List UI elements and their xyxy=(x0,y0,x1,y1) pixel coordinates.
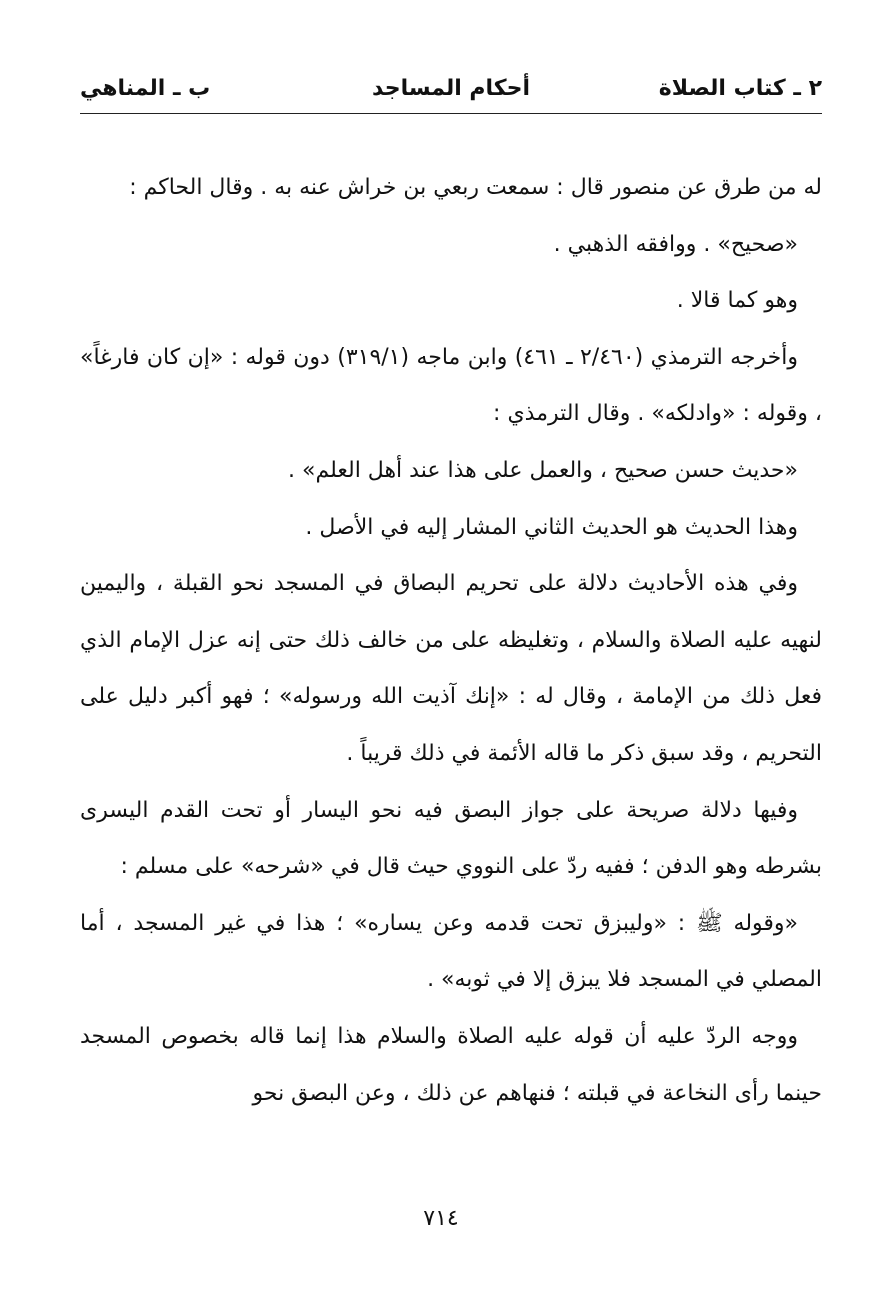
paragraph-10: ووجه الردّ عليه أن قوله عليه الصلاة والسلام هذا إنما قاله بخصوص المسجد حينما رأى النخاعة في قبلته ؛ فنهاهم عن ذلك ، وعن البصق نحو xyxy=(80,1023,822,1106)
header-subsection: ب ـ المناهي xyxy=(80,76,211,101)
paragraph-5: «حديث حسن صحيح ، والعمل على هذا عند أهل العلم» . xyxy=(288,457,798,483)
paragraph-8: وفيها دلالة صريحة على جواز البصق فيه نحو اليسار أو تحت القدم اليسرى بشرطه وهو الدفن ؛ ففيه ردّ على النووي حيث قال في «شرحه» على مسلم : xyxy=(80,797,822,880)
header-chapter: ٢ ـ كتاب الصلاة xyxy=(658,76,822,101)
header-section: أحكام المساجد xyxy=(372,76,530,101)
paragraph-4: وأخرجه الترمذي (٢/٤٦٠ ـ ٤٦١) وابن ماجه (٣١٩/١) دون قوله : «إن كان فارغاً» ، وقوله : «وادلكه» . وقال الترمذي : xyxy=(80,344,822,427)
header-divider xyxy=(80,113,822,114)
paragraph-7: وفي هذه الأحاديث دلالة على تحريم البصاق في المسجد نحو القبلة ، واليمين لنهيه عليه الصلاة والسلام ، وتغليظه على من خالف ذلك حتى إنه عزل الإمام الذي فعل ذلك من الإمامة ، وقال له : «إنك آذيت الله ورسوله» ؛ فهو أكبر دليل على التحريم ، وقد سبق ذكر ما قاله الأئمة في ذلك قريباً . xyxy=(80,571,822,766)
running-header xyxy=(80,72,822,112)
page-number: ٧١٤ xyxy=(423,1206,459,1231)
page-body xyxy=(80,160,822,1122)
paragraph-9: «وقوله ﷺ : «وليبزق تحت قدمه وعن يساره» ؛ هذا في غير المسجد ، أما المصلي في المسجد فلا يبزق إلا في ثوبه» . xyxy=(80,910,822,993)
paragraph-3: وهو كما قالا . xyxy=(676,288,798,314)
paragraph-6: وهذا الحديث هو الحديث الثاني المشار إليه في الأصل . xyxy=(305,514,798,540)
paragraph-1: له من طرق عن منصور قال : سمعت ربعي بن خراش عنه به . وقال الحاكم : xyxy=(129,175,822,200)
paragraph-2: «صحيح» . ووافقه الذهبي . xyxy=(553,231,798,257)
